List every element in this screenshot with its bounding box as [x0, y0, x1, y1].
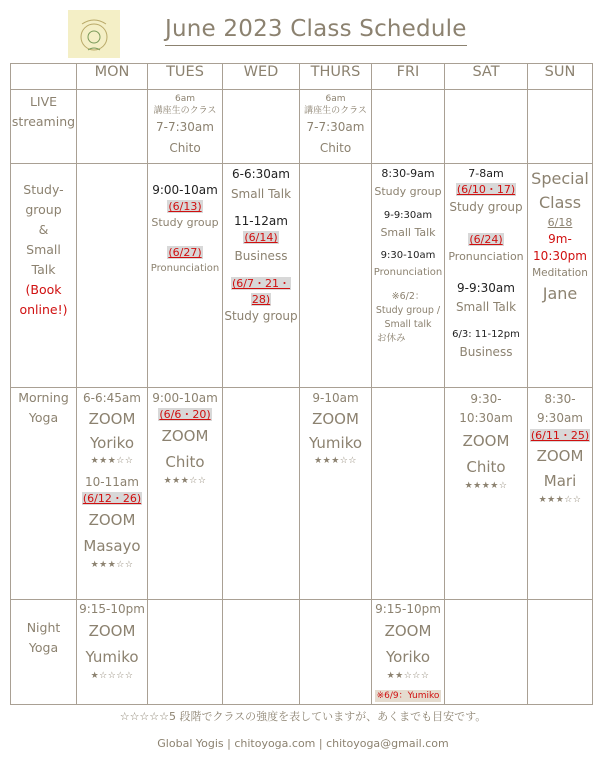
class-note: 講座生のクラス: [304, 106, 367, 116]
intensity-legend: ☆☆☆☆☆5 段階でクラスの強度を表していますが、あくまでも目安です。: [119, 710, 487, 723]
class-note: ※6/9：Yumiko: [376, 691, 440, 701]
class-time: 8:30-: [544, 392, 576, 406]
schedule-table: [10, 63, 593, 705]
zoom-label: ZOOM: [312, 410, 359, 428]
intensity-stars: ★★★☆☆: [314, 456, 357, 466]
day-header-thu: THURS: [300, 64, 372, 90]
teacher-name: Yoriko: [385, 648, 430, 666]
cell-study-sat: [445, 164, 528, 388]
cell-night-sat: [445, 600, 528, 705]
intensity-stars: ★★☆☆☆: [386, 671, 430, 681]
class-name: Meditation: [532, 267, 588, 279]
zoom-label: ZOOM: [88, 622, 136, 640]
class-time: 9m-: [548, 232, 572, 246]
class-note: お休み: [377, 333, 406, 344]
cell-night-tue: [148, 600, 223, 705]
row-label-line: LIVE: [29, 94, 58, 109]
cell-morning-wed: [223, 388, 300, 600]
row-live-streaming: [11, 90, 593, 164]
class-time: 6am: [325, 94, 346, 104]
row-label-line: group: [25, 202, 62, 217]
row-label-line: Yoga: [28, 640, 59, 655]
class-note: Study group /: [375, 305, 441, 316]
teacher-name: Chito: [169, 141, 201, 155]
cell-morning-sun: [528, 388, 593, 600]
row-label-live: [11, 90, 77, 164]
special-class-label: Class: [538, 193, 582, 212]
class-date: (6/24): [469, 233, 503, 246]
zoom-label: ZOOM: [88, 511, 136, 529]
cell-morning-tue: [148, 388, 223, 600]
class-date: (6/14): [244, 231, 278, 244]
zoom-label: ZOOM: [462, 432, 510, 450]
cell-live-thu: [300, 90, 372, 164]
cell-live-sat: [445, 90, 528, 164]
day-header-mon: MON: [77, 64, 148, 90]
intensity-stars: ★★★☆☆: [90, 560, 134, 570]
class-date: (6/12・26): [82, 492, 142, 505]
intensity-stars: ★★★☆☆: [163, 476, 207, 486]
day-header-wed: WED: [223, 64, 300, 90]
intensity-stars: ★★★★☆: [464, 481, 508, 491]
cell-night-fri: [372, 600, 445, 705]
special-class-label: Special: [531, 169, 589, 188]
class-time-range: 7-7:30am: [306, 120, 365, 134]
class-time: 7-8am: [468, 167, 504, 180]
class-time: 10:30am: [459, 411, 513, 425]
row-label-line: Study-: [23, 182, 64, 197]
row-label-line: (Book: [25, 282, 62, 297]
zoom-label: ZOOM: [384, 622, 432, 640]
row-label-line: &: [38, 222, 49, 237]
cell-live-wed: [223, 90, 300, 164]
class-time: 6/3: 11-12pm: [452, 329, 520, 340]
class-name: Business: [459, 345, 513, 359]
class-name: Study group: [449, 200, 523, 214]
cell-night-sun: [528, 600, 593, 705]
cell-morning-fri: [372, 388, 445, 600]
class-time: 9:30am: [537, 411, 583, 425]
teacher-name: Chito: [466, 458, 506, 476]
class-date: 6/18: [547, 216, 573, 229]
class-name: Business: [234, 249, 288, 263]
class-time: 9-9:30am: [383, 210, 433, 221]
cell-study-thu: [300, 164, 372, 388]
row-morning-yoga: [11, 388, 593, 600]
class-time: 10:30pm: [533, 249, 587, 263]
row-label-line: Small: [26, 242, 61, 257]
row-label-morning: [11, 388, 77, 600]
row-label-line: Talk: [31, 262, 56, 277]
class-time-range: 7-7:30am: [156, 120, 214, 134]
logo: [68, 10, 120, 58]
class-time: 9:00-10am: [152, 183, 218, 197]
class-name: Study group: [224, 309, 298, 323]
cell-study-wed: [223, 164, 300, 388]
class-date: (6/13): [168, 200, 202, 213]
day-header-sat: SAT: [445, 64, 528, 90]
intensity-stars: ★★★☆☆: [538, 495, 582, 505]
cell-live-sun: [528, 90, 593, 164]
cell-live-mon: [77, 90, 148, 164]
cell-morning-sat: [445, 388, 528, 600]
intensity-stars: ★★★☆☆: [90, 456, 134, 466]
class-time: 9:30-: [470, 392, 502, 406]
teacher-name: Chito: [319, 141, 352, 155]
cell-study-mon: [77, 164, 148, 388]
class-date: (6/10・17): [456, 183, 516, 196]
row-label-line: online!): [19, 302, 68, 317]
cell-study-sun: [528, 164, 593, 388]
class-time: 6am: [174, 94, 195, 104]
class-time: 6-6:30am: [232, 167, 290, 181]
class-date: 28): [251, 293, 271, 306]
class-name: Study group: [374, 185, 442, 198]
zoom-label: ZOOM: [88, 410, 136, 428]
footer-contact: Global Yogis | chitoyoga.com | chitoyoga@gmail.com: [157, 737, 449, 750]
teacher-name: Yumiko: [85, 648, 139, 666]
row-label-night: [11, 600, 77, 705]
header-corner: [11, 64, 77, 90]
cell-night-thu: [300, 600, 372, 705]
cell-morning-thu: [300, 388, 372, 600]
day-header-sun: SUN: [528, 64, 593, 90]
cell-morning-mon: [77, 388, 148, 600]
cell-study-tue: [148, 164, 223, 388]
row-label-study: [11, 164, 77, 388]
cell-live-fri: [372, 90, 445, 164]
row-label-line: streaming: [11, 114, 76, 129]
cell-night-wed: [223, 600, 300, 705]
class-time: 9:15-10pm: [375, 602, 441, 616]
class-note: Small talk: [384, 319, 432, 330]
cell-study-fri: [372, 164, 445, 388]
class-name: Pronunciation: [373, 267, 443, 278]
row-label-line: Night: [26, 620, 61, 635]
class-name: Small Talk: [380, 226, 436, 239]
cell-night-mon: [77, 600, 148, 705]
class-note: 講座生のクラス: [153, 106, 217, 116]
zoom-label: ZOOM: [536, 447, 584, 465]
class-time: 11-12am: [234, 214, 288, 228]
class-date: (6/11・25): [530, 429, 590, 442]
class-name: Pronunciation: [448, 250, 524, 263]
class-date: (6/7・21・: [232, 277, 290, 290]
teacher-name: Chito: [165, 453, 205, 471]
row-label-line: Yoga: [28, 410, 59, 425]
class-name: Study group: [151, 216, 219, 229]
class-time: 6-6:45am: [83, 391, 141, 405]
intensity-stars: ★☆☆☆☆: [90, 671, 134, 681]
class-time: 9:15-10pm: [79, 602, 145, 616]
teacher-name: Jane: [542, 284, 578, 303]
class-date: (6/27): [168, 246, 202, 259]
page-title: June 2023 Class Schedule: [165, 16, 467, 46]
teacher-name: Yumiko: [308, 434, 363, 452]
cell-live-tue: [148, 90, 223, 164]
class-name: Small Talk: [230, 187, 292, 201]
teacher-name: Mari: [543, 472, 577, 490]
teacher-name: Masayo: [83, 537, 141, 555]
class-time: 8:30-9am: [381, 167, 435, 180]
class-note: ※6/2：: [391, 291, 425, 302]
teacher-name: Yoriko: [89, 434, 134, 452]
day-header-tue: TUES: [148, 64, 223, 90]
zoom-label: ZOOM: [161, 427, 209, 445]
class-time: 9:30-10am: [380, 250, 436, 261]
class-time: 9:00-10am: [152, 391, 218, 405]
class-time: 10-11am: [85, 475, 139, 489]
class-date: (6/6・20): [159, 408, 211, 421]
row-label-line: Morning: [18, 390, 69, 405]
row-night-yoga: [11, 600, 593, 705]
class-time: 9-9:30am: [457, 281, 515, 295]
class-time: 9-10am: [312, 391, 359, 405]
day-header-fri: FRI: [372, 64, 445, 90]
row-study-group: [11, 164, 593, 388]
class-name: Pronunciation: [150, 263, 220, 274]
class-name: Small Talk: [455, 300, 517, 314]
